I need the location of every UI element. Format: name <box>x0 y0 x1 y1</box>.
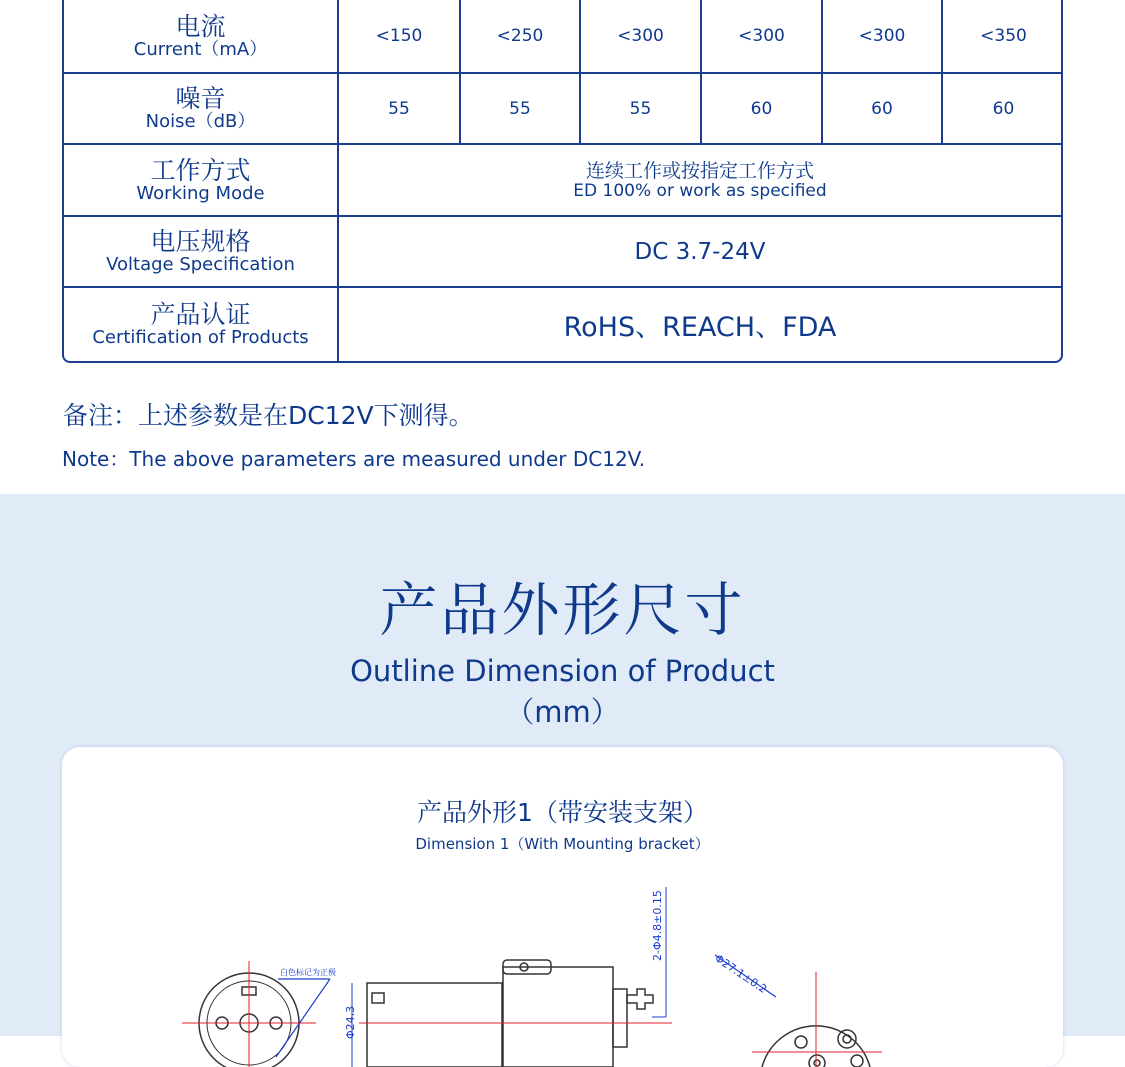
working-mode-en: ED 100% or work as specified <box>573 180 827 201</box>
certification-value: RoHS、REACH、FDA <box>563 312 837 343</box>
label-en: Voltage Specification <box>106 254 295 275</box>
dimension-card <box>62 747 1063 1067</box>
card-title-en: Dimension 1（With Mounting bracket） <box>415 835 710 853</box>
row-label <box>64 0 339 72</box>
row-label <box>64 74 339 143</box>
label-cn: 电流 <box>175 11 226 41</box>
table-cell: 60 <box>992 98 1015 119</box>
end-view-left <box>182 961 336 1067</box>
table-row-voltage <box>64 217 1061 288</box>
side-view <box>344 887 672 1067</box>
label-cn: 噪音 <box>175 84 226 113</box>
table-cell: 60 <box>702 74 823 143</box>
motor-body <box>367 983 502 1067</box>
technical-drawing <box>62 747 1063 1067</box>
section-title-cn: 产品外形尺寸 <box>379 576 746 644</box>
table-cell: <350 <box>980 26 1027 46</box>
table-cell: 55 <box>461 74 581 143</box>
table-cell: 60 <box>823 74 943 143</box>
section-unit: （mm） <box>505 695 620 729</box>
merged-cell <box>339 288 1061 361</box>
label-cn: 电压规格 <box>150 227 251 256</box>
row-label <box>64 217 339 286</box>
table-cell: <250 <box>461 0 581 72</box>
working-mode-cn: 连续工作或按指定工作方式 <box>585 159 814 182</box>
table-cell: <150 <box>339 0 461 72</box>
side-note-text: 白色标记为正极 <box>280 968 336 977</box>
table-row-certification <box>64 288 1061 361</box>
table-cell: <300 <box>823 0 943 72</box>
table-cell: 55 <box>581 74 702 143</box>
label-cn: 产品认证 <box>150 300 251 329</box>
card-title-cn: 产品外形1（带安装支架） <box>417 798 708 827</box>
table-row-noise <box>64 74 1061 145</box>
diameter-a-label: Φ24.3 <box>344 1005 357 1039</box>
label-cn: 工作方式 <box>150 155 251 185</box>
end-view-right <box>712 952 882 1067</box>
voltage-value: DC 3.7-24V <box>634 238 766 265</box>
row-label <box>64 288 339 361</box>
note-cn: 备注：上述参数是在DC12V下测得。 <box>63 401 474 430</box>
label-en: Noise（dB） <box>145 111 256 132</box>
table-cell: <300 <box>702 0 823 72</box>
row-label <box>64 145 339 215</box>
merged-cell <box>339 217 1061 286</box>
section-title-en: Outline Dimension of Product <box>350 654 775 688</box>
table-cell: <300 <box>581 0 702 72</box>
note-en: Note：The above parameters are measured under DC12V. <box>62 447 646 471</box>
label-en: Certification of Products <box>92 327 309 348</box>
diameter-b-label: Φ27.1±0.2 <box>712 951 770 996</box>
table-row-current <box>64 0 1061 74</box>
merged-cell <box>339 145 1061 215</box>
hole-spec-label: 2-Φ4.8±0.15 <box>651 890 664 961</box>
label-en: Working Mode <box>136 182 265 204</box>
dimension-section <box>0 494 1125 1039</box>
table-cell: 55 <box>339 74 461 143</box>
table-row-working-mode <box>64 145 1061 217</box>
spec-table <box>62 0 1063 363</box>
label-en: Current（mA） <box>133 38 268 60</box>
